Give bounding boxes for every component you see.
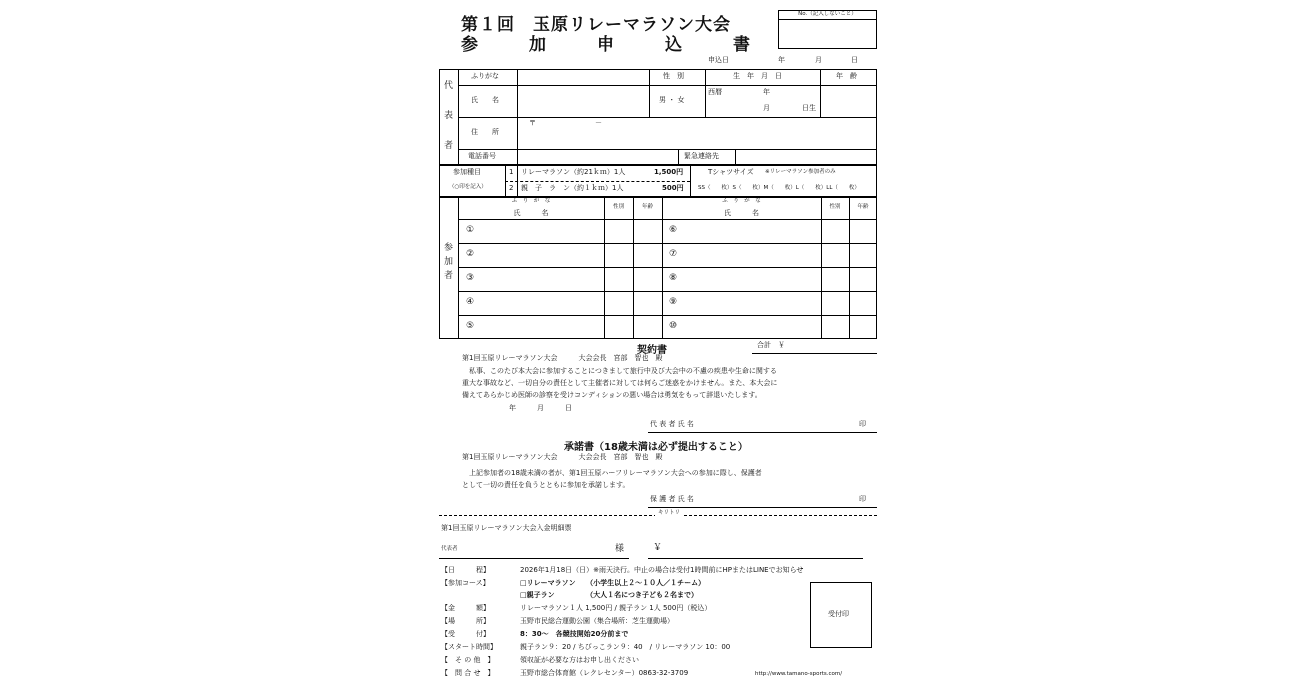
grid-line	[705, 69, 706, 117]
gender-label: 性 別	[663, 72, 684, 80]
participant-mark: ⑨	[669, 297, 678, 307]
number-box-label: No.（記入しないこと）	[798, 11, 857, 17]
birth-month: 月	[763, 104, 770, 112]
participants-age-header: 年齢	[641, 204, 653, 210]
participant-mark: ③	[466, 273, 475, 283]
consent-body-line: として一切の責任を負うとともに参加を承諾します。	[462, 481, 630, 489]
contract-addressee: 第1回玉原リレーマラソン大会 大会会長 宮部 智也 殿	[462, 354, 663, 362]
birth-label: 生 年 月 日	[733, 72, 782, 80]
contract-seal: 印	[859, 420, 866, 428]
info-value: □リレーマラソン （小学生以上２～１０人／１チーム）	[520, 579, 706, 587]
emergency-label: 緊急連絡先	[684, 152, 719, 160]
total-label: 合計 ￥	[757, 341, 785, 349]
contract-body-line: 備えてあらかじめ医師の診察を受けコンディションの悪い場合は勇気をもって辞退いたします。	[462, 391, 762, 399]
info-label: 【参加コース】	[441, 579, 490, 587]
shirt-note: ※リレーマラソン参加者のみ	[765, 169, 836, 175]
info-label: 【金 額】	[441, 604, 490, 612]
grid-line	[458, 149, 877, 150]
info-label: 【受 付】	[441, 630, 490, 638]
participants-gender-header: 性別	[829, 204, 841, 210]
participants-age-header: 年齢	[857, 204, 869, 210]
participants-name-header: 氏 名	[513, 209, 549, 217]
participant-mark: ④	[466, 297, 475, 307]
birth-era: 西暦	[708, 88, 722, 96]
contract-title: 契約書	[637, 345, 667, 356]
participants-furigana: ふ り が な	[722, 198, 761, 204]
rep-name-label: 氏 名	[471, 96, 499, 104]
info-value: 8：30～ 各競技開始20分前まで	[520, 630, 629, 638]
cut-label: キリトリ	[655, 511, 683, 517]
grid-line	[458, 117, 877, 118]
form-subtitle-char: 参	[461, 35, 478, 55]
grid-line	[820, 69, 821, 117]
rep-underline	[439, 558, 629, 559]
apply-date-day: 日	[851, 56, 858, 64]
info-label: 【日 程】	[441, 566, 490, 574]
number-box-divider	[778, 19, 877, 20]
form-subtitle-char: 込	[665, 35, 682, 55]
receipt-sama: 様	[615, 544, 625, 554]
info-value: 2026年1月18日（日）※雨天決行。中止の場合は受付1時間前にHPまたはLINEでお知らせ	[520, 566, 804, 574]
phone-label: 電話番号	[468, 152, 496, 160]
info-label: 【スタート時間】	[441, 643, 497, 651]
reception-stamp-label: 受付印	[828, 610, 849, 618]
info-value: 親子ラン９：20 / ちびっこラン９：40 / リレーマラソン 10：00	[520, 643, 731, 651]
consent-seal: 印	[859, 495, 866, 503]
apply-date-month: 月	[815, 56, 822, 64]
info-value: □親子ラン （大人１名につき子ども２名まで）	[520, 591, 698, 599]
gender-value: 男 ・ 女	[659, 96, 685, 104]
grid-line	[458, 219, 877, 220]
entry-item-price: 500円	[662, 184, 684, 192]
entry-item-no: 1	[509, 168, 514, 176]
contract-date: 年 月 日	[509, 404, 572, 412]
entry-item-text: 親 子 ラ ン（約１ｋｍ）1人	[521, 184, 624, 192]
contract-body-line: 私事、このたび本大会に参加することにつきまして旅行中及び大会中の不慮の疾患や生命に関する	[462, 367, 777, 375]
info-value: 玉野市民総合運動公園（集合場所：芝生運動場）	[520, 617, 674, 625]
postal-mark: 〒	[529, 119, 536, 127]
form-subtitle-char: 加	[529, 35, 546, 55]
info-label: 【 そ の 他 】	[441, 656, 495, 664]
yen-underline	[648, 558, 863, 559]
rep-section-char: 代 表 者	[444, 81, 454, 151]
info-value: 領収証が必要な方はお申し出ください	[520, 656, 639, 664]
sign-underline	[648, 432, 877, 433]
participant-mark: ⑤	[466, 321, 475, 331]
receipt-rep-label: 代表者	[441, 546, 458, 552]
shirt-sizes: SS（ 枚）S（ 枚）M（ 枚）L（ 枚）LL（ 枚）	[698, 185, 860, 191]
rep-furigana-label: ふりがな	[471, 72, 499, 80]
receipt-yen: ￥	[653, 543, 663, 553]
apply-date-year: 年	[778, 56, 785, 64]
info-value: 玉野市総合体育館（レクレセンター）0863-32-3709	[520, 669, 689, 677]
grid-line	[505, 181, 690, 182]
receipt-title: 第1回玉原リレーマラソン大会入金明細票	[441, 524, 572, 532]
address-label: 住 所	[471, 128, 499, 136]
grid-line	[458, 267, 877, 268]
age-label: 年 齢	[836, 72, 857, 80]
participants-furigana: ふ り が な	[511, 198, 551, 204]
entry-item-text: リレーマラソン（約21ｋｍ）1人	[521, 168, 626, 176]
birth-year: 年	[763, 88, 770, 96]
grid-line	[458, 85, 877, 86]
postal-dash: －	[595, 119, 602, 127]
participant-mark: ②	[466, 249, 475, 259]
grid-line	[458, 243, 877, 244]
participant-mark: ⑥	[669, 225, 678, 235]
entry-item-price: 1,500円	[654, 168, 684, 176]
consent-addressee: 第1回玉原リレーマラソン大会 大会会長 宮部 智也 殿	[462, 453, 663, 461]
entry-item-no: 2	[509, 184, 514, 192]
shirt-title: Tシャツサイズ	[708, 168, 754, 176]
participants-name-header: 氏 名	[724, 209, 759, 217]
website-url[interactable]: http://www.tamano-sports.com/	[755, 671, 843, 677]
entry-label: 参加種目	[453, 168, 481, 176]
participants-gender-header: 性別	[612, 204, 624, 210]
grid-line	[649, 69, 650, 117]
participant-mark: ⑩	[669, 321, 678, 331]
participant-mark: ①	[466, 225, 475, 235]
form-subtitle-char: 申	[597, 35, 614, 55]
participant-mark: ⑧	[669, 273, 678, 283]
consent-title: 承諾書（18歳未満は必ず提出すること）	[564, 442, 748, 453]
birth-day: 日生	[802, 104, 816, 112]
consent-sign-label: 保 護 者 氏 名	[650, 495, 694, 503]
grid-line	[690, 165, 691, 197]
sign-underline	[648, 507, 877, 508]
form-title: 第１回 玉原リレーマラソン大会	[461, 15, 731, 35]
form-subtitle-char: 書	[733, 35, 750, 55]
contract-sign-label: 代 表 者 氏 名	[650, 420, 694, 428]
info-value: リレーマラソン１人 1,500円 / 親子ラン 1人 500円（税込）	[520, 604, 712, 612]
grid-line	[458, 315, 877, 316]
grid-line	[678, 149, 679, 165]
grid-line	[458, 291, 877, 292]
contract-body-line: 重大な事故など、一切自分の責任として主催者に対しては何らご迷惑をかけません。また、本大会に	[462, 379, 778, 387]
info-label: 【場 所】	[441, 617, 490, 625]
consent-body-line: 上記参加者の18歳未満の者が、第1回玉原ハーフリレーマラソン大会への参加に際し、保護者	[462, 469, 762, 477]
total-underline	[752, 353, 877, 354]
grid-line	[735, 149, 736, 165]
apply-date-label: 申込日	[708, 56, 729, 64]
info-label: 【 問 合 せ 】	[441, 669, 495, 677]
participant-mark: ⑦	[669, 249, 678, 259]
participants-section-char: 参 加 者	[444, 243, 454, 281]
entry-note: （○印を記入）	[449, 184, 487, 190]
